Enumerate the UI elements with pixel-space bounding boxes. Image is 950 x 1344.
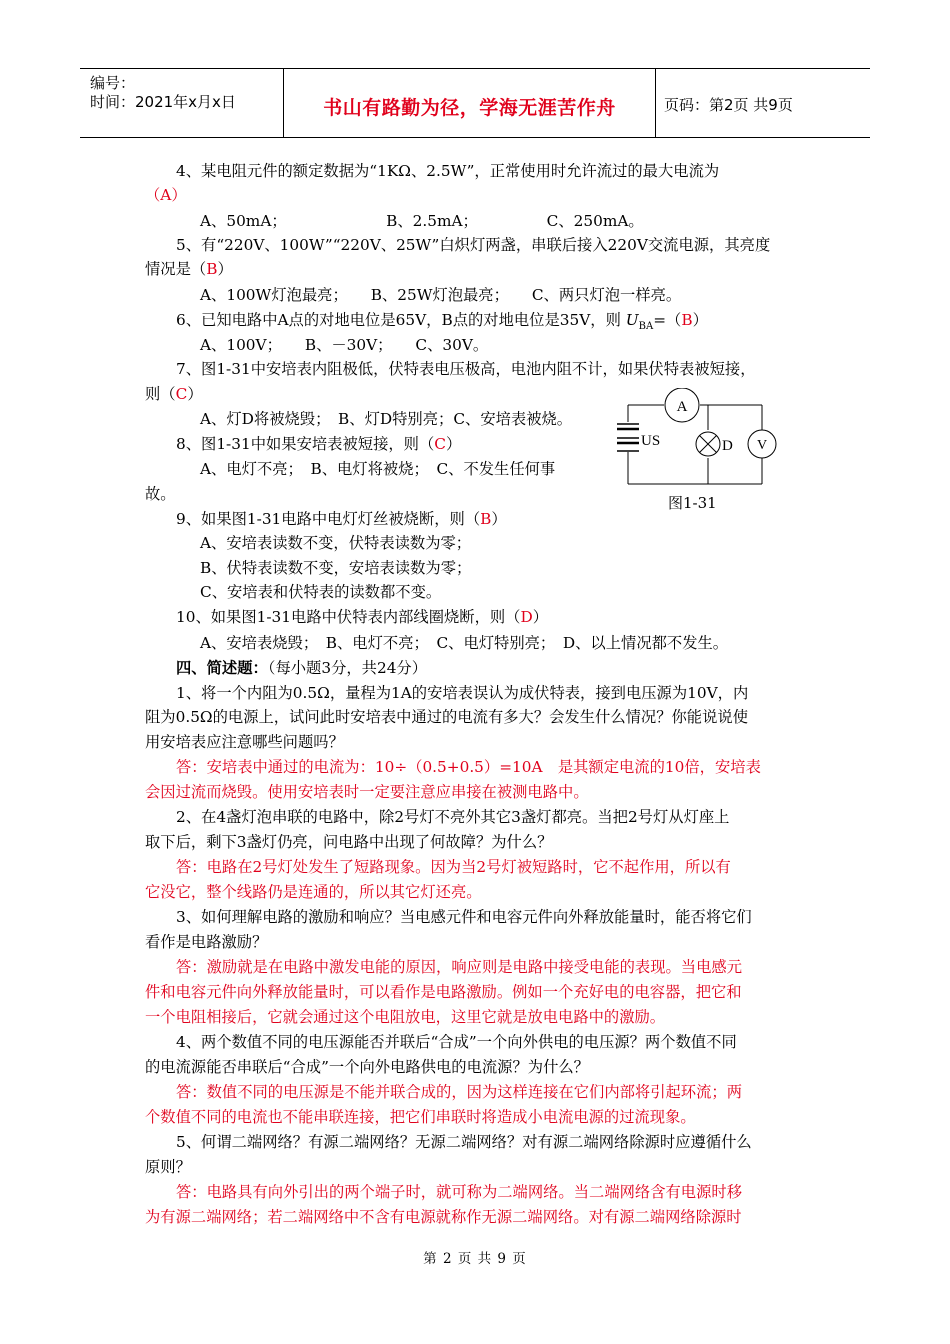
text-line: 阻为0.5Ω的电源上，试问此时安培表中通过的电流有多大？会发生什么情况？你能说说使 <box>145 708 748 726</box>
text-line: 答：安培表中通过的电流为：10÷（0.5+0.5）=10A 是其额定电流的10倍，安培表 <box>176 758 761 776</box>
header-page-cell <box>656 69 870 137</box>
ammeter-label: A <box>676 399 688 415</box>
text-line: 2、在4盏灯泡串联的电路中，除2号灯不亮外其它3盏灯都亮。当把2号灯从灯座上 <box>176 808 730 826</box>
text-line: 答：数值不同的电压源是不能并联合成的，因为这样连接在它们内部将引起环流；两 <box>176 1083 742 1101</box>
text-line: A、安培表读数不变，伏特表读数为零； <box>200 534 472 552</box>
text-line: 件和电容元件向外释放能量时，可以看作是电路激励。例如一个充好电的电容器，把它和 <box>145 983 742 1001</box>
battery-symbol <box>617 424 639 451</box>
text-line: 故。 <box>145 485 176 503</box>
text-line: 9、如果图1-31电路中电灯灯丝被烧断，则（B） <box>176 510 507 528</box>
text-line: 个数值不同的电流也不能串联连接，把它们串联时将造成小电流电源的过流现象。 <box>145 1108 696 1126</box>
text-line: 10、如果图1-31电路中伏特表内部线圈烧断，则（D） <box>176 608 549 626</box>
header-meta-cell <box>80 69 284 137</box>
text-line: 答：激励就是在电路中激发电能的原因，响应则是电路中接受电能的表现。当电感元 <box>176 958 742 976</box>
text-line: 为有源二端网络；若二端网络中不含有电源就称作无源二端网络。对有源二端网络除源时 <box>145 1208 742 1226</box>
page-footer: 第 2 页 共 9 页 <box>423 1251 527 1267</box>
number-label: 编号： <box>90 74 136 92</box>
text-line: 答：电路在2号灯处发生了短路现象。因为当2号灯被短路时，它不起作用，所以有 <box>176 858 731 876</box>
page-header <box>80 68 870 138</box>
text-line: 7、图1-31中安培表内阻极低，伏特表电压极高，电池内阻不计，如果伏特表被短接， <box>176 360 756 378</box>
voltmeter-label: V <box>756 438 768 453</box>
text-line: 8、图1-31中如果安培表被短接，则（C） <box>176 435 462 453</box>
text-line: 取下后，剩下3盏灯仍亮，问电路中出现了何故障？为什么？ <box>145 833 553 851</box>
figure-caption: 图1-31 <box>668 494 717 512</box>
text-line: 的电流源能否串联后“合成”一个向外电路供电的电流源？为什么？ <box>145 1058 589 1076</box>
text-line: 情况是（B） <box>145 260 233 278</box>
text-line: A、100W灯泡最亮； B、25W灯泡最亮； C、两只灯泡一样亮。 <box>200 286 682 304</box>
text-line: 4、某电阻元件的额定数据为“1KΩ、2.5W”，正常使用时允许流过的最大电流为 <box>176 162 720 180</box>
text-line: 它没它，整个线路仍是连通的，所以其它灯还亮。 <box>145 883 482 901</box>
text-line: 6、已知电路中A点的对地电位是65V，B点的对地电位是35V，则 $U_{BA}=(B)$ <box>176 311 708 333</box>
motto: 书山有路勤为径，学海无涯苦作舟 <box>323 97 616 119</box>
source-label: US <box>641 433 661 449</box>
text-line: 一个电阻相接后，它就会通过这个电阻放电，这里它就是放电电路中的激励。 <box>145 1008 666 1026</box>
text-line: 3、如何理解电路的激励和响应？当电感元件和电容元件向外释放能量时，能否将它们 <box>176 908 752 926</box>
text-line: A、电灯不亮； B、电灯将被烧； C、不发生任何事 <box>200 460 556 478</box>
text-line: （A） <box>145 186 187 204</box>
text-line: A、100V； B、－30V； C、30V。 <box>200 336 489 354</box>
text-line: 4、两个数值不同的电压源能否并联后“合成”一个向外供电的电压源？两个数值不同 <box>176 1033 737 1051</box>
time-label: 时间：2021年x月x日 <box>90 93 236 111</box>
text-line: 5、有“220V、100W”“220V、25W”白炽灯两盏，串联后接入220V交流电源，其亮度 <box>176 236 771 254</box>
text-line: 四、简述题：（每小题3分，共24分） <box>176 659 428 677</box>
text-line: 会因过流而烧毁。使用安培表时一定要注意应串接在被测电路中。 <box>145 783 589 801</box>
page-label: 页码：第2页 共9页 <box>664 96 793 114</box>
text-line: 用安培表应注意哪些问题吗？ <box>145 733 344 751</box>
text-line: 原则？ <box>145 1158 191 1176</box>
lamp-label: D <box>722 438 733 454</box>
text-line: 5、何谓二端网络？有源二端网络？无源二端网络？对有源二端网络除源时应遵循什么 <box>176 1133 752 1151</box>
text-line: 则（C） <box>145 385 203 403</box>
text-line: 1、将一个内阻为0.5Ω，量程为1A的安培表误认为成伏特表，接到电压源为10V，内 <box>176 684 749 702</box>
text-line: A、50mA； B、2.5mA； C、250mA。 <box>200 212 644 230</box>
text-line: A、安培表烧毁； B、电灯不亮； C、电灯特别亮； D、以上情况都不发生。 <box>200 634 729 652</box>
header-motto-cell <box>284 69 656 137</box>
text-line: 看作是电路激励？ <box>145 933 268 951</box>
text-line: 答：电路具有向外引出的两个端子时，就可称为二端网络。当二端网络含有电源时移 <box>176 1183 742 1201</box>
text-line: C、安培表和伏特表的读数都不变。 <box>200 583 442 601</box>
text-line: A、灯D将被烧毁； B、灯D特别亮；C、安培表被烧。 <box>200 410 573 428</box>
text-line: B、伏特表读数不变，安培表读数为零； <box>200 559 472 577</box>
